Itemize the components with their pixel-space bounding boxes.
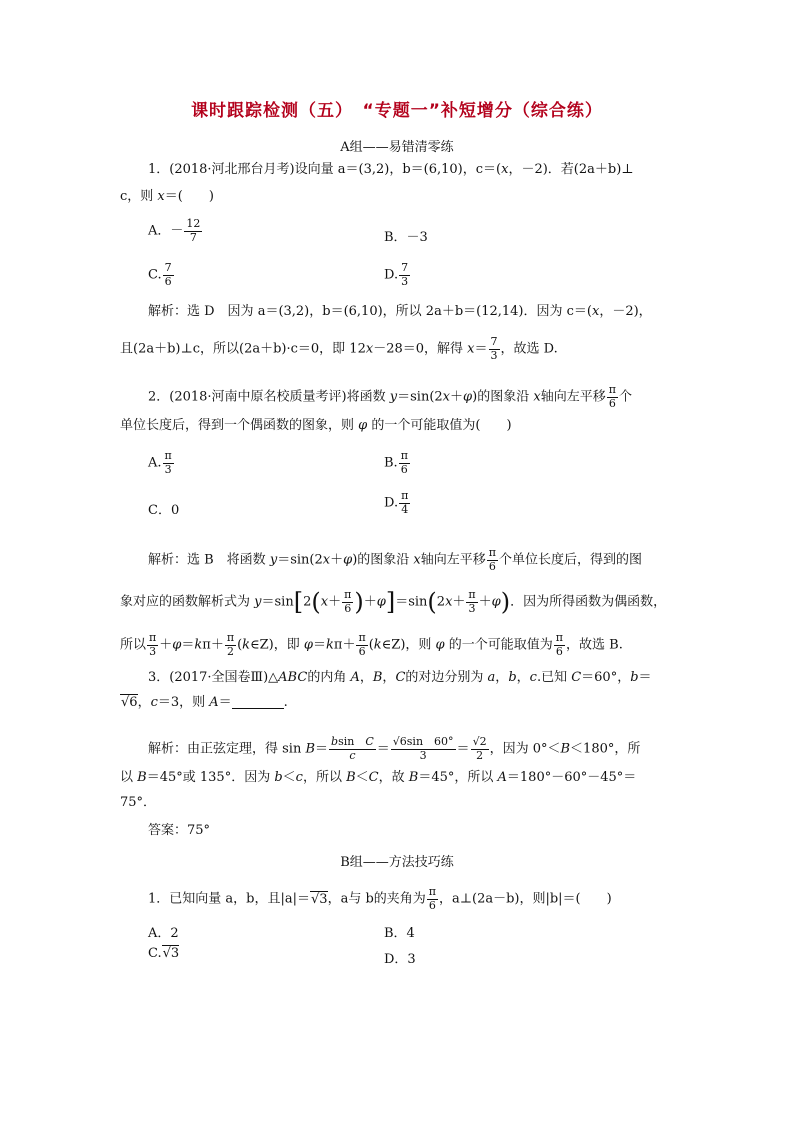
b1-option-c: C.√3 (148, 946, 180, 961)
q1-solution-line1: 解析：选 D 因为 a＝(3,2)，b＝(6,10)，所以 2a＋b＝(12,14)．因为 c＝(x，－2)， (148, 304, 652, 319)
q1-option-b: B．－3 (384, 230, 428, 245)
q1-stem-line1: 1．(2018·河北邢台月考)设向量 a＝(3,2)，b＝(6,10)，c＝(x，－2)．若(2a＋b)⊥ (148, 162, 634, 177)
q1-option-d: D. $\frac{7}{3}$ (384, 261, 409, 288)
q1-stem-line2: c，则 x＝( ) (120, 189, 214, 204)
q2-solution-line3: 所以 $\frac{\pi}{3}$ ＋φ＝kπ＋ $\frac{\pi}{2}$ (k∈Z)，即 φ＝kπ＋ $\frac{\pi}{6}$ (k∈Z)，则 φ 的一个可能取值为 $\frac{\pi}{6}$ ，故选 B. (120, 631, 623, 658)
b1-option-a: A．2 (148, 926, 179, 941)
page-title: 课时跟踪检测（五） “专题一”补短增分（综合练） (191, 101, 603, 121)
q2-option-c: C．0 (148, 503, 180, 518)
group-b-heading: B组——方法技巧练 (340, 855, 454, 870)
q3-answer: 答案：75° (148, 823, 211, 838)
q2-option-b: B. $\frac{\pi}{6}$ (384, 449, 408, 476)
q3-solution-line3: 75°． (120, 795, 157, 810)
q1-option-c: C. $\frac{7}{6}$ (148, 261, 172, 288)
q2-solution-line1: 解析：选 B 将函数 y＝sin(2x＋φ)的图象沿 x轴向左平移 $\frac{\pi}{6}$ 个单位长度后，得到的图 (148, 546, 643, 573)
q3-stem-line1: 3．(2017·全国卷Ⅲ)△ABC的内角 A，B，C的对边分别为 a，b，c.已知 C＝60°，b＝ (148, 670, 652, 685)
q2-option-d: D. $\frac{\pi}{4}$ (384, 489, 409, 516)
q2-stem-line2: 单位长度后，得到一个偶函数的图象，则 φ 的一个可能取值为( ) (120, 418, 512, 433)
b1-stem: 1．已知向量 a，b，且|a|＝√3，a与 b的夹角为 $\frac{\pi}{6}$ ，a⊥(2a－b)，则|b|＝( ) (148, 885, 612, 912)
q1-option-a: A．－ $\frac{12}{7}$ (148, 217, 201, 244)
q3-stem-line2: √6，c＝3，则 A＝ . (121, 695, 288, 710)
group-a-heading: A组——易错清零练 (340, 140, 454, 155)
q2-solution-line2: 象对应的函数解析式为 y＝sin[2(x＋ $\frac{\pi}{6}$ )＋φ]＝sin(2x＋ $\frac{\pi}{3}$ ＋φ)．因为所得函数为偶函数， (120, 588, 667, 617)
q2-stem-line1: 2．(2018·河南中原名校质量考评)将函数 y＝sin(2x＋φ)的图象沿 x轴向左平移 $\frac{\pi}{6}$ 个 (148, 383, 632, 410)
q3-solution-line1: 解析：由正弦定理，得 sin B＝ $\frac{\text{bsin C}}{c}$ ＝ $\frac{√6\sin 60^\circ}{3}$ ＝ $\frac{√2}{2}$ ，因为 0°＜B＜180°，所 (148, 735, 641, 762)
b1-option-b: B．4 (384, 926, 415, 941)
b1-option-d: D．3 (384, 952, 416, 967)
q2-option-a: A. $\frac{\pi}{3}$ (148, 449, 172, 476)
q3-solution-line2: 以 B＝45°或 135°．因为 b＜c，所以 B＜C，故 B＝45°，所以 A＝180°－60°－45°＝ (120, 770, 637, 785)
q1-solution-line2: 且(2a＋b)⊥c，所以(2a＋b)·c＝0，即 12x－28＝0，解得 x＝ $\frac{7}{3}$ ，故选 D. (120, 335, 558, 362)
